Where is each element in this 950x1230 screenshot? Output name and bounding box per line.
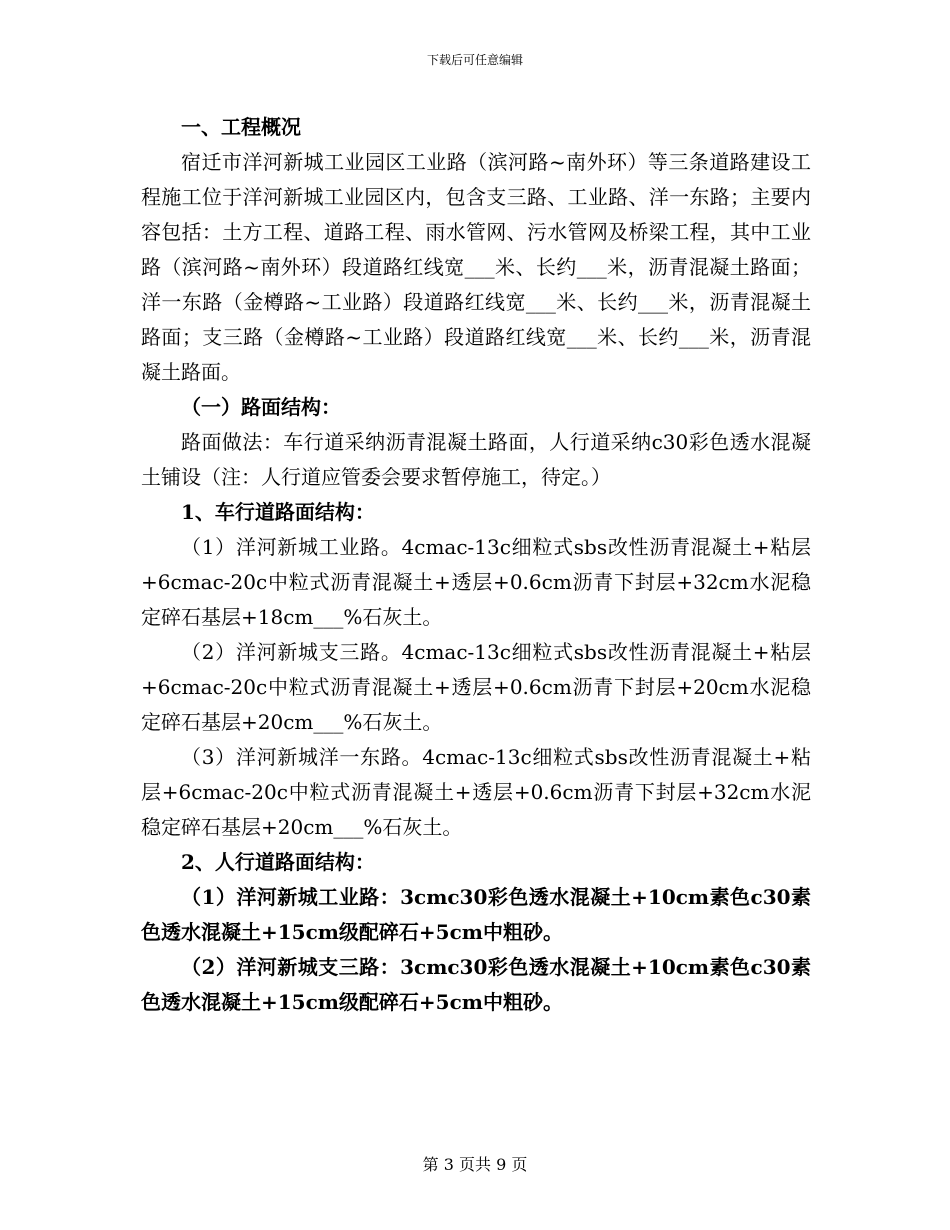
paragraph-project-overview: 宿迁市洋河新城工业园区工业路（滨河路~南外环）等三条道路建设工程施工位于洋河新城工业园区内，包含支三路、工业路、洋一东路；主要内容包括：土方工程、道路工程、雨水管网、污水管网及桥梁工程，其中工业路（滨河路~南外环）段道路红线宽___米、长约___米，沥青混凝土路面；洋一东路（金樽路~工业路）段道路红线宽___米、长约___米，沥青混凝土路面；支三路（金樽路~工业路）段道路红线宽___米、长约___米，沥青混凝土路面。 xyxy=(141,150,811,384)
document-body xyxy=(141,110,811,1020)
paragraph-pavement-method: 路面做法：车行道采纳沥青混凝土路面，人行道采纳c30彩色透水混凝土铺设（注：人行道应管委会要求暂停施工，待定。） xyxy=(141,430,811,489)
paragraph-roadway-item-2: （2）洋河新城支三路。4cmac-13c细粒式sbs改性沥青混凝土+粘层+6cmac-20c中粒式沥青混凝土+透层+0.6cm沥青下封层+20cm水泥稳定碎石基层+20cm___%石灰土。 xyxy=(141,640,811,734)
page-header: 下载后可任意编辑 xyxy=(426,53,523,67)
paragraph-roadway-item-1: （1）洋河新城工业路。4cmac-13c细粒式sbs改性沥青混凝土+粘层+6cmac-20c中粒式沥青混凝土+透层+0.6cm沥青下封层+32cm水泥稳定碎石基层+18cm___%石灰土。 xyxy=(141,535,811,629)
page-footer: 第 3 页共 9 页 xyxy=(422,1155,528,1174)
subheading-sidewalk-structure: 2、人行道路面结构： xyxy=(181,850,375,874)
paragraph-sidewalk-item-2: （2）洋河新城支三路：3cmc30彩色透水混凝土+10cm素色c30素色透水混凝土+15cm级配碎石+5cm中粗砂。 xyxy=(141,955,811,1014)
subheading-roadway-structure: 1、车行道路面结构： xyxy=(181,500,375,524)
paragraph-roadway-item-3: （3）洋河新城洋一东路。4cmac-13c细粒式sbs改性沥青混凝土+粘层+6cmac-20c中粒式沥青混凝土+透层+0.6cm沥青下封层+32cm水泥稳定碎石基层+20cm___%石灰土。 xyxy=(141,745,811,839)
section-heading-overview: 一、工程概况 xyxy=(181,115,301,139)
section-heading-pavement-structure: （一）路面结构： xyxy=(181,395,341,419)
paragraph-sidewalk-item-1: （1）洋河新城工业路：3cmc30彩色透水混凝土+10cm素色c30素色透水混凝土+15cm级配碎石+5cm中粗砂。 xyxy=(141,885,811,944)
